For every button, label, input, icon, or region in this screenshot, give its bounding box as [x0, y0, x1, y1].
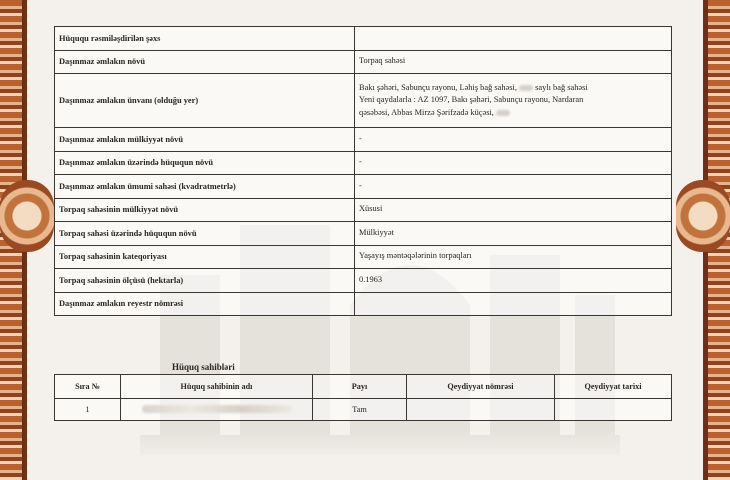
ornament-medallion-left: [0, 180, 54, 252]
row-value: -: [355, 151, 672, 175]
row-label: Torpaq sahəsi üzərində hüququn növü: [55, 222, 355, 246]
table-row: [55, 50, 672, 74]
row-value: [355, 27, 672, 51]
row-value: Xüsusi: [355, 198, 672, 222]
address-line-3: qəsəbəsi, Abbas Mirzə Şərifzadə küçəsi,: [359, 107, 494, 117]
row-label: Daşınmaz əmlakın reyestr nömrəsi: [55, 292, 355, 316]
table-row: [55, 292, 672, 316]
redacted-owner-name: [142, 405, 292, 413]
table-row: [55, 175, 672, 199]
row-label: Daşınmaz əmlakın mülkiyyət növü: [55, 128, 355, 152]
address-value: [355, 74, 672, 128]
owner-share: Tam: [313, 399, 407, 421]
owner-name-redacted: [121, 399, 313, 421]
address-line-2: Yeni qaydalarla : AZ 1097, Bakı şəhəri, Sabunçu rayonu, Nardaran: [359, 95, 584, 105]
row-value: [355, 292, 672, 316]
table-row: [55, 74, 672, 128]
table-row: [55, 222, 672, 246]
owners-table: [54, 374, 672, 421]
owner-number: 1: [55, 399, 121, 421]
row-label: Daşınmaz əmlakın üzərində hüququn növü: [55, 151, 355, 175]
col-header-reg-number: Qeydiyyat nömrəsi: [407, 375, 555, 399]
redacted-plot-number: [519, 85, 533, 91]
table-row: [55, 27, 672, 51]
address-line-1b: saylı bağ sahəsi: [535, 82, 588, 92]
table-row: [55, 128, 672, 152]
table-row: [55, 399, 672, 421]
row-label: Torpaq sahəsinin kateqoriyası: [55, 245, 355, 269]
row-label: Daşınmaz əmlakın ümumi sahəsi (kvadratmetrlə): [55, 175, 355, 199]
row-value: -: [355, 175, 672, 199]
property-info-table: [54, 26, 672, 316]
row-label: Torpaq sahəsinin mülkiyyət növü: [55, 198, 355, 222]
owner-reg-number: [407, 399, 555, 421]
table-row: [55, 245, 672, 269]
col-header-share: Payı: [313, 375, 407, 399]
row-label: Hüququ rəsmiləşdirilən şəxs: [55, 27, 355, 51]
row-value: Yaşayış məntəqələrinin torpaqları: [355, 245, 672, 269]
row-value: Mülkiyyət: [355, 222, 672, 246]
row-value: 0.1963: [355, 269, 672, 293]
ornament-medallion-right: [676, 180, 730, 252]
owners-header-row: [55, 375, 672, 399]
redacted-house-number: [496, 110, 510, 116]
col-header-owner-name: Hüquq sahibinin adı: [121, 375, 313, 399]
bottom-fade: [27, 430, 703, 480]
row-label: Daşınmaz əmlakın ünvanı (olduğu yer): [55, 74, 355, 128]
row-value: -: [355, 128, 672, 152]
col-header-reg-date: Qeydiyyat tarixi: [555, 375, 672, 399]
table-row: [55, 269, 672, 293]
col-header-number: Sıra №: [55, 375, 121, 399]
table-row: [55, 151, 672, 175]
row-label: Daşınmaz əmlakın növü: [55, 50, 355, 74]
address-line-1: Bakı şəhəri, Sabunçu rayonu, Ləhiş bağ sahəsi,: [359, 82, 517, 92]
row-value: Torpaq sahəsi: [355, 50, 672, 74]
owners-section-title: Hüquq sahibləri: [172, 362, 235, 372]
table-row: [55, 198, 672, 222]
row-label: Torpaq sahəsinin ölçüsü (hektarla): [55, 269, 355, 293]
owner-reg-date: [555, 399, 672, 421]
